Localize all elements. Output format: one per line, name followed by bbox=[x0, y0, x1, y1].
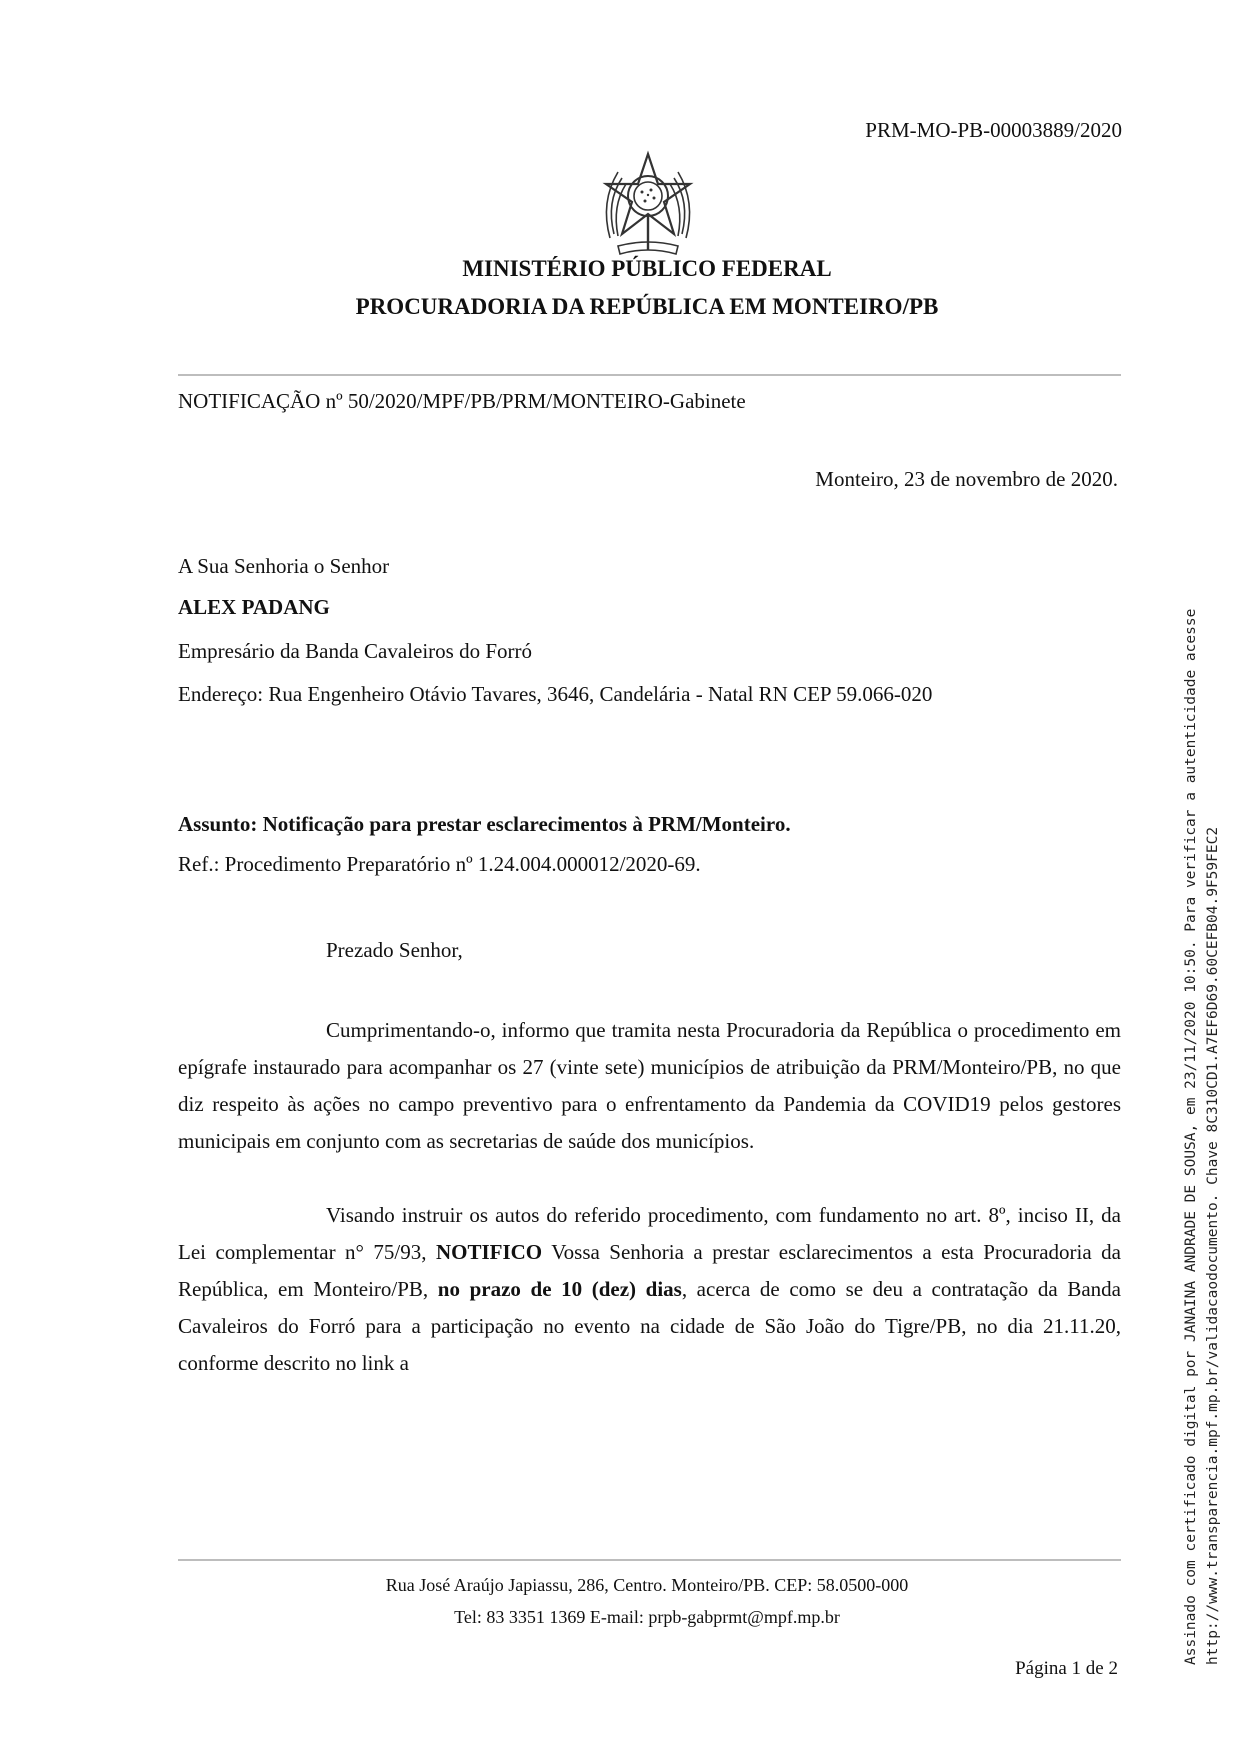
header-divider bbox=[178, 374, 1121, 376]
paragraph-2-text-a: Visando instruir os autos do referido procedimento, com fundamento no art. 8º, inciso II, da Lei complementar n° 75/93, bbox=[178, 1203, 1121, 1264]
body-paragraph-2 bbox=[178, 1197, 1121, 1382]
org-subtitle: PROCURADORIA DA REPÚBLICA EM MONTEIRO/PB bbox=[355, 294, 939, 319]
signature-note-line-1: Assinado com certificado digital por JANAINA ANDRADE DE SOUSA, em 23/11/2020 10:50. Para verificar a autenticidade acesse bbox=[1183, 608, 1199, 1665]
recipient-salutation: A Sua Senhoria o Senhor bbox=[178, 554, 390, 578]
paragraph-2-text-c: , acerca de como se deu a contratação da Banda Cavaleiros do Forró para a participação no evento na cidade de São João do Tigre/PB, no dia 21.11.20, conforme descrito no link a bbox=[178, 1277, 1121, 1375]
footer-contact: Tel: 83 3351 1369 E-mail: prpb-gabprmt@mpf.mp.br bbox=[454, 1607, 840, 1627]
body-paragraph-1: Cumprimentando-o, informo que tramita nesta Procuradoria da República o procedimento em epígrafe instaurado para acompanhar os 27 (vinte sete) municípios de atribuição da PRM/Monteiro/PB, no que diz respeito às ações no campo preventivo para o enfrentamento da Pandemia da COVID19 pelos gestores municipais em conjunto com as secretarias de saúde dos municípios. bbox=[178, 1018, 1121, 1153]
greeting: Prezado Senhor, bbox=[326, 938, 463, 962]
subject-line: Assunto: Notificação para prestar esclarecimentos à PRM/Monteiro. bbox=[178, 812, 791, 836]
footer-divider bbox=[178, 1559, 1121, 1561]
paragraph-2-bold-deadline: no prazo de 10 (dez) dias bbox=[437, 1277, 682, 1301]
signature-note-line-2: http://www.transparencia.mpf.mp.br/validacaodocumento. Chave 8C310CD1.A7EF6D69.60CEFB04.9F59FEC2 bbox=[1205, 826, 1221, 1665]
recipient-address: Endereço: Rua Engenheiro Otávio Tavares, 3646, Candelária - Natal RN CEP 59.066-020 bbox=[178, 682, 933, 706]
date-line: Monteiro, 23 de novembro de 2020. bbox=[815, 467, 1118, 491]
org-title: MINISTÉRIO PÚBLICO FEDERAL bbox=[462, 256, 832, 281]
document-number: PRM-MO-PB-00003889/2020 bbox=[865, 118, 1122, 142]
recipient-name: ALEX PADANG bbox=[178, 595, 330, 619]
recipient-role: Empresário da Banda Cavaleiros do Forró bbox=[178, 639, 532, 663]
page-number: Página 1 de 2 bbox=[1015, 1658, 1118, 1679]
footer-address: Rua José Araújo Japiassu, 286, Centro. Monteiro/PB. CEP: 58.0500-000 bbox=[385, 1575, 909, 1595]
brazil-coat-of-arms-icon bbox=[596, 150, 700, 268]
paragraph-2-bold-notifico: NOTIFICO bbox=[435, 1240, 543, 1264]
notification-id: NOTIFICAÇÃO nº 50/2020/MPF/PB/PRM/MONTEIRO-Gabinete bbox=[178, 389, 746, 413]
digital-signature-note bbox=[1180, 609, 1224, 1665]
reference-line: Ref.: Procedimento Preparatório nº 1.24.004.000012/2020-69. bbox=[178, 852, 701, 876]
paragraph-2-text-b: Vossa Senhoria a prestar esclarecimentos a esta Procuradoria da República, em Monteiro/PB, bbox=[178, 1240, 1121, 1301]
